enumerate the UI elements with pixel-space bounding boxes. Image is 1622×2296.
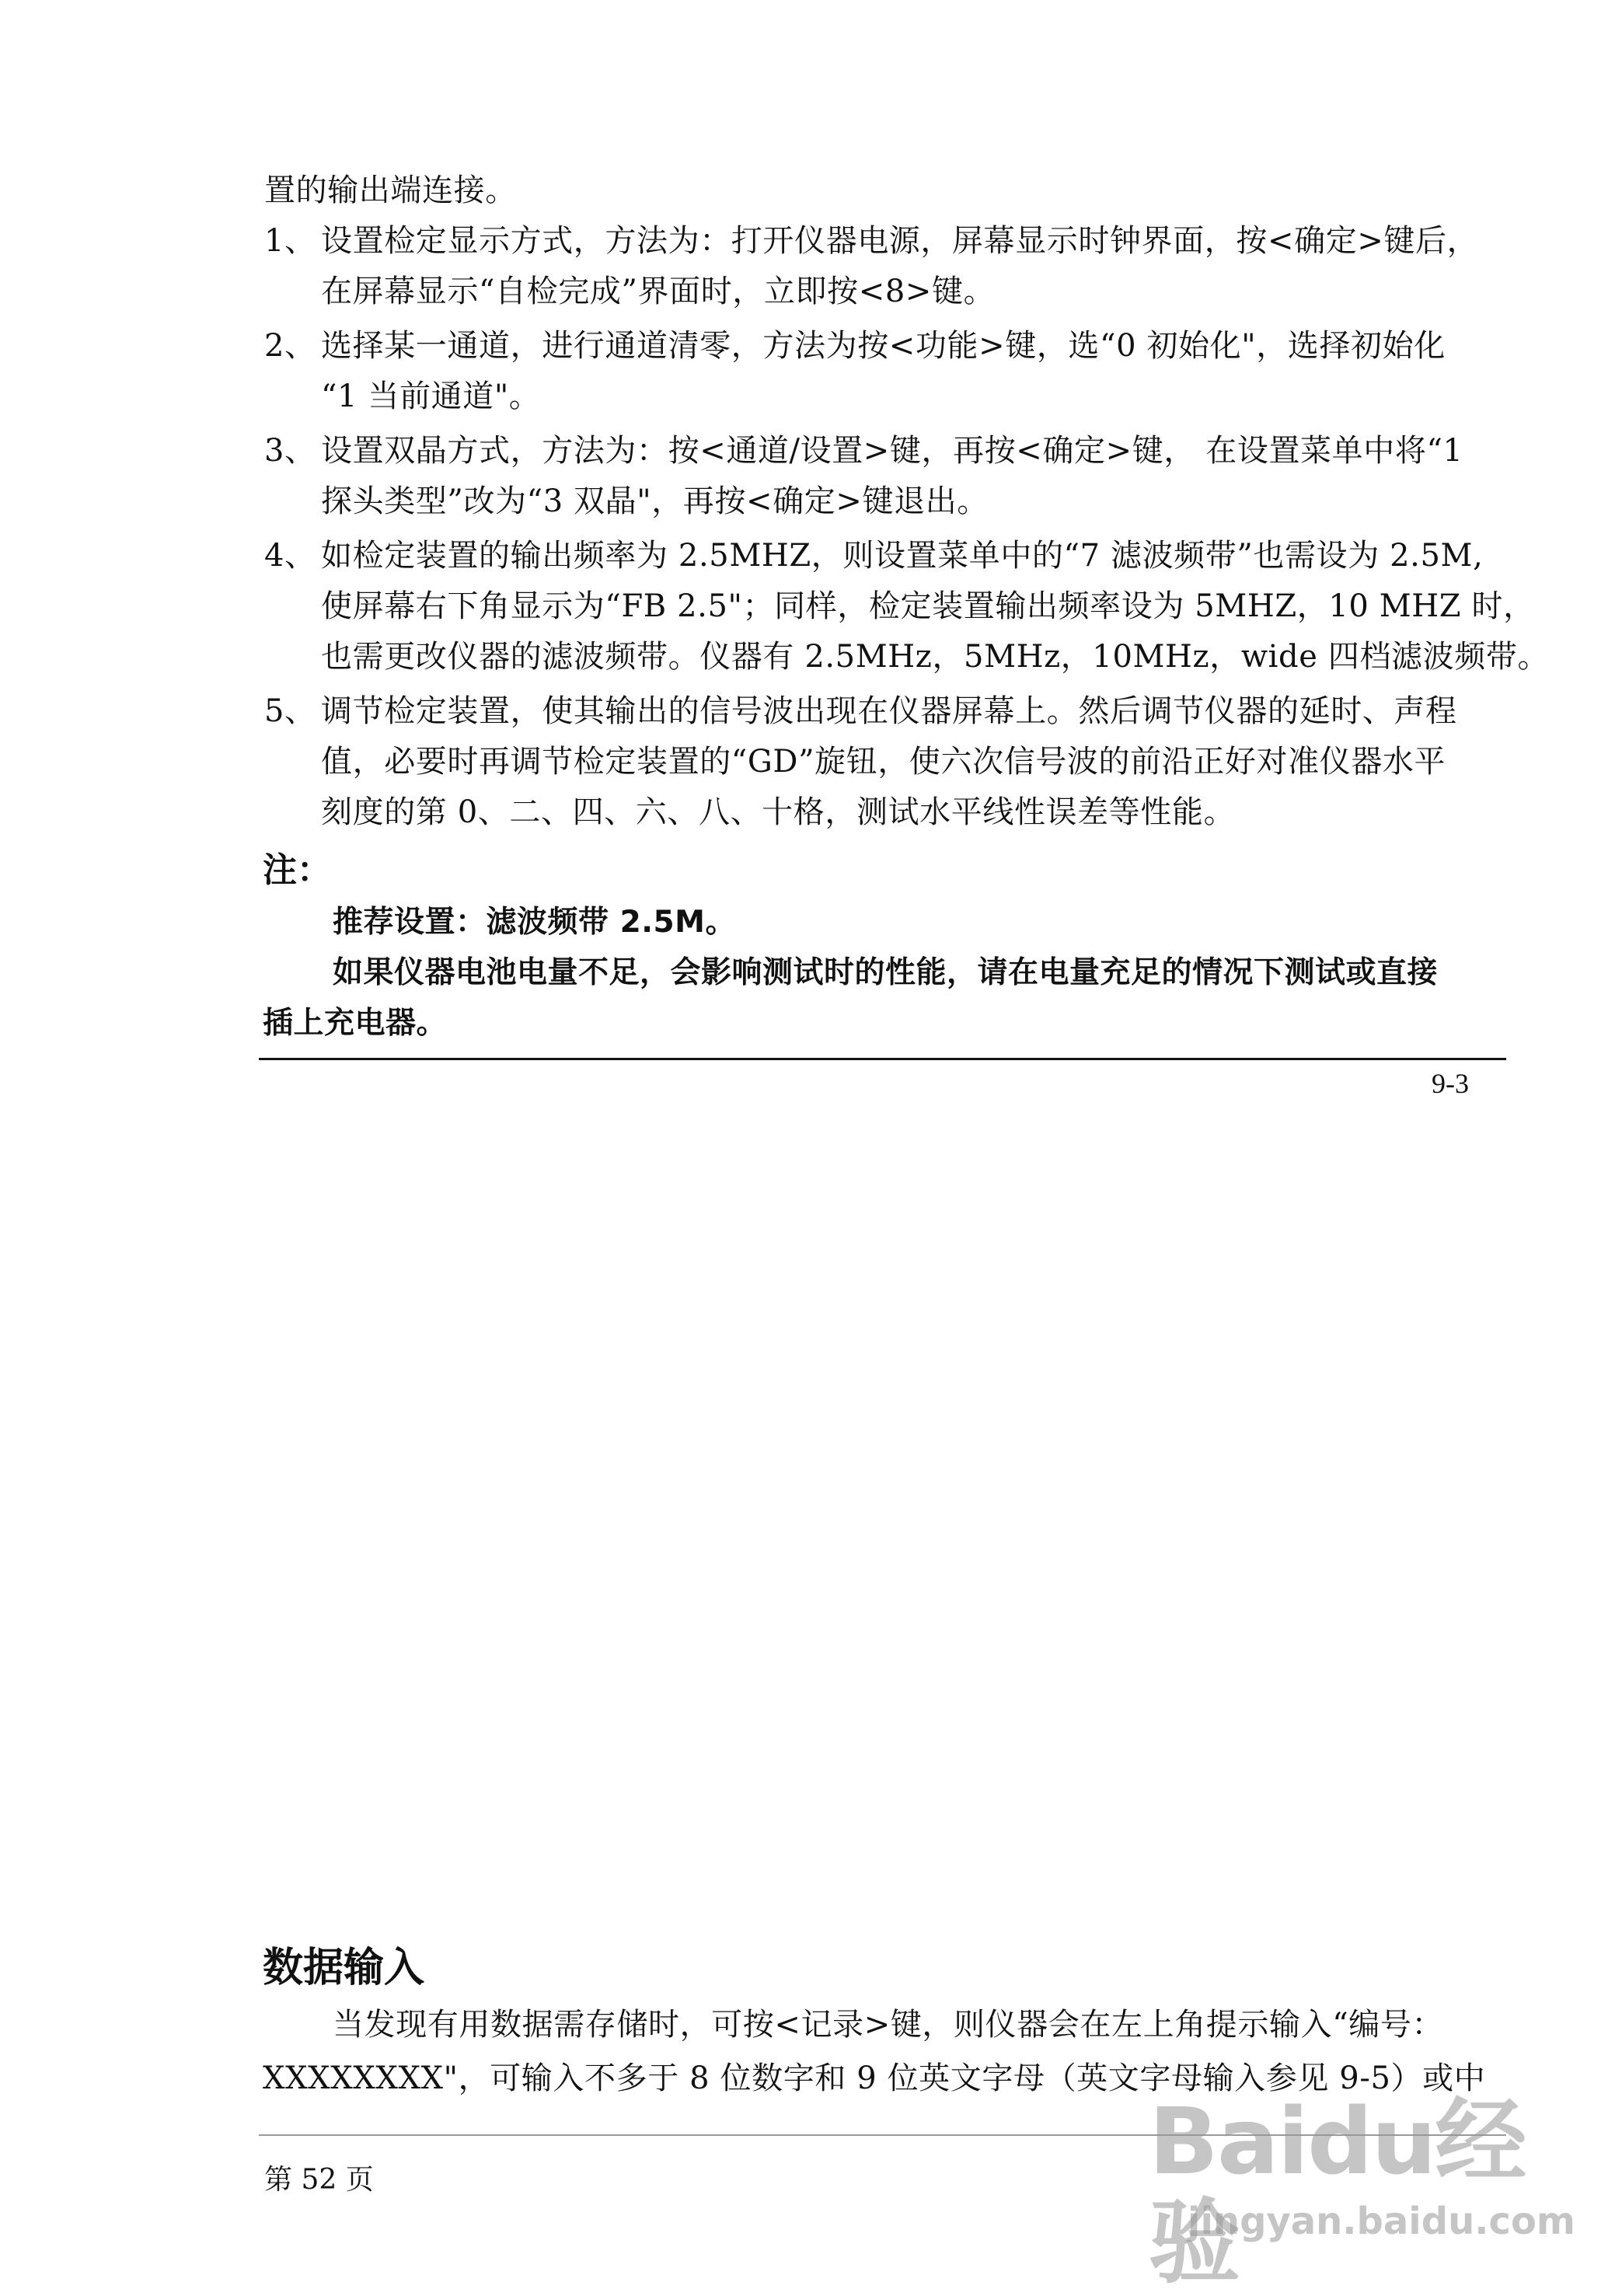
step-5-number: 5、 — [264, 693, 316, 729]
step-4-number: 4、 — [264, 538, 316, 574]
baidu-watermark — [1149, 2088, 1575, 2296]
step-1-number: 1、 — [264, 223, 316, 259]
intro-line: 置的输出端连接。 — [264, 173, 517, 208]
step-2-line-1: 选择某一通道，进行通道清零，方法为按<功能>键，选“0 初始化"，选择初始化 — [321, 328, 1446, 364]
data-input-line-1: 当发现有用数据需存储时，可按<记录>键，则仪器会在左上角提示输入“编号： — [333, 2007, 1444, 2043]
step-5-line-2: 值，必要时再调节检定装置的“GD”旋钮，使六次信号波的前沿正好对准仪器水平 — [321, 744, 1446, 780]
section-page-number: 9-3 — [1432, 1068, 1469, 1099]
section-divider — [259, 1058, 1506, 1060]
step-4-line-3: 也需更改仪器的滤波频带。仪器有 2.5MHz，5MHz，10MHz，wide 四档滤波频带。 — [321, 639, 1550, 675]
note-line-2: 如果仪器电池电量不足，会影响测试时的性能，请在电量充足的情况下测试或直接 — [333, 955, 1439, 990]
step-2-line-2: “1 当前通道"。 — [321, 379, 541, 414]
data-input-line-2: XXXXXXXX"，可输入不多于 8 位数字和 9 位英文字母（英文字母输入参见 9-5）或中 — [263, 2060, 1486, 2096]
step-4-line-2: 使屏幕右下角显示为“FB 2.5"；同样，检定装置输出频率设为 5MHZ，10 MHZ 时， — [321, 588, 1535, 624]
watermark-url: jingyan.baidu.com — [1188, 2200, 1575, 2243]
step-2-number: 2、 — [264, 328, 316, 364]
step-1-line-1: 设置检定显示方式，方法为：打开仪器电源，屏幕显示时钟界面，按<确定>键后， — [321, 223, 1479, 259]
data-input-heading: 数据输入 — [263, 1945, 425, 1991]
step-3-line-1: 设置双晶方式，方法为：按<通道/设置>键，再按<确定>键， 在设置菜单中将“1 — [321, 433, 1463, 469]
watermark-brand: Baidu经验 — [1149, 2088, 1526, 2296]
step-5-line-1: 调节检定装置，使其输出的信号波出现在仪器屏幕上。然后调节仪器的延时、声程 — [321, 693, 1457, 729]
footer-page-number: 第 52 页 — [264, 2164, 374, 2196]
step-3-number: 3、 — [264, 433, 316, 469]
note-label: 注： — [263, 850, 331, 890]
step-1-line-2: 在屏幕显示“自检完成”界面时，立即按<8>键。 — [321, 274, 996, 309]
step-5-line-3: 刻度的第 0、二、四、六、八、十格，测试水平线性误差等性能。 — [321, 794, 1236, 830]
note-line-1: 推荐设置：滤波频带 2.5M。 — [333, 905, 736, 940]
step-3-line-2: 探头类型”改为“3 双晶"，再按<确定>键退出。 — [321, 483, 989, 519]
note-line-3: 插上充电器。 — [263, 1006, 448, 1041]
step-4-line-1: 如检定装置的输出频率为 2.5MHZ，则设置菜单中的“7 滤波频带”也需设为 2.5M, — [321, 538, 1484, 574]
